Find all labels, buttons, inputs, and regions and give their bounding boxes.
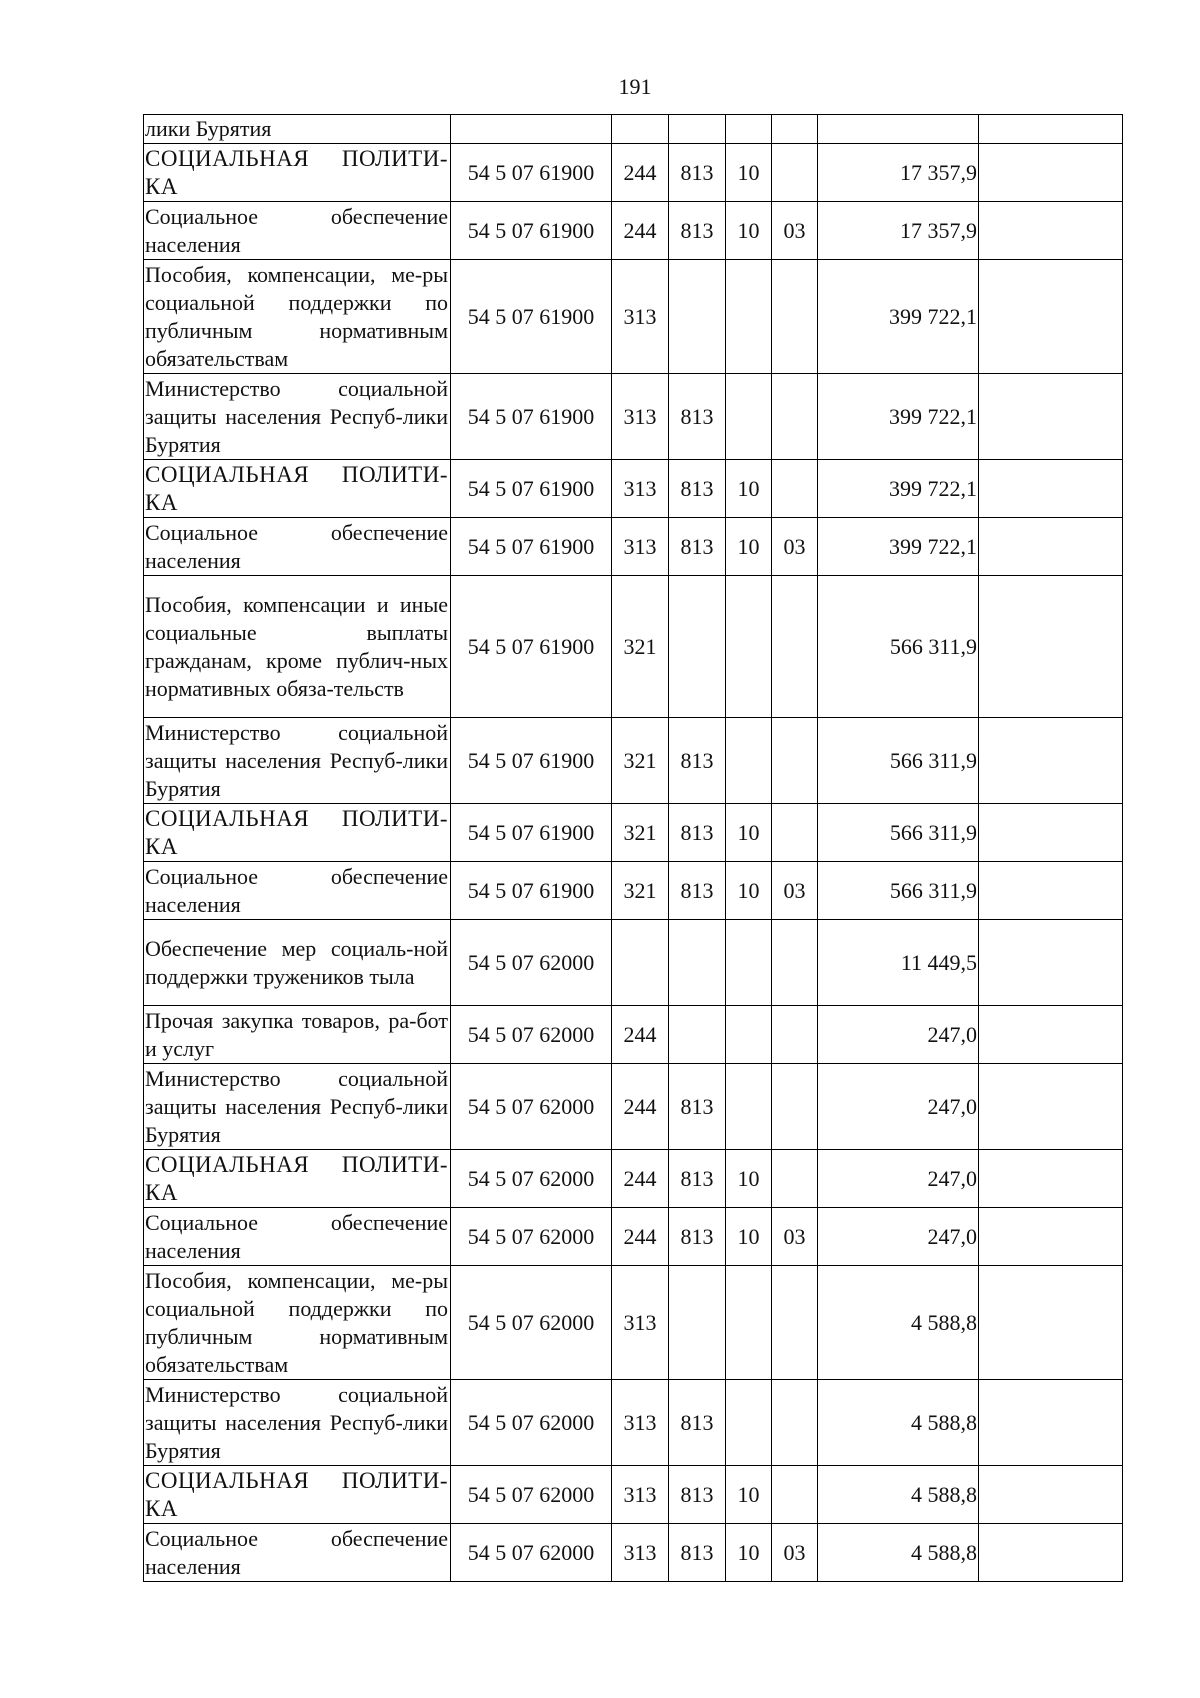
row-extra bbox=[979, 1208, 1123, 1266]
row-subsection bbox=[772, 920, 818, 1006]
row-amount: 566 311,9 bbox=[818, 576, 979, 718]
row-csr-code: 54 5 07 61900 bbox=[451, 144, 612, 202]
row-admin-code: 813 bbox=[669, 518, 726, 576]
row-extra bbox=[979, 260, 1123, 374]
table-body bbox=[144, 115, 1123, 1582]
row-expense-type: 244 bbox=[612, 1150, 669, 1208]
table-row bbox=[144, 1006, 1123, 1064]
row-admin-code: 813 bbox=[669, 1150, 726, 1208]
row-name: Министерство социальной защиты населения Респуб-лики Бурятия bbox=[144, 1064, 451, 1150]
row-amount: 17 357,9 bbox=[818, 144, 979, 202]
row-admin-code bbox=[669, 1266, 726, 1380]
row-expense-type: 313 bbox=[612, 1466, 669, 1524]
row-name: Обеспечение мер социаль-ной поддержки тружеников тыла bbox=[144, 920, 451, 1006]
row-name: Министерство социальной защиты населения Респуб-лики Бурятия bbox=[144, 374, 451, 460]
row-admin-code bbox=[669, 1006, 726, 1064]
row-subsection bbox=[772, 1150, 818, 1208]
row-subsection: 03 bbox=[772, 1524, 818, 1582]
table-row bbox=[144, 576, 1123, 718]
row-section bbox=[726, 1266, 772, 1380]
table-row bbox=[144, 1064, 1123, 1150]
row-section bbox=[726, 1006, 772, 1064]
row-amount bbox=[818, 115, 979, 144]
row-expense-type: 313 bbox=[612, 374, 669, 460]
row-subsection: 03 bbox=[772, 862, 818, 920]
row-section: 10 bbox=[726, 1524, 772, 1582]
row-name: Министерство социальной защиты населения Респуб-лики Бурятия bbox=[144, 718, 451, 804]
row-section: 10 bbox=[726, 804, 772, 862]
row-admin-code: 813 bbox=[669, 1524, 726, 1582]
row-admin-code: 813 bbox=[669, 1208, 726, 1266]
row-admin-code: 813 bbox=[669, 1064, 726, 1150]
row-expense-type bbox=[612, 920, 669, 1006]
row-amount: 566 311,9 bbox=[818, 804, 979, 862]
row-amount: 247,0 bbox=[818, 1208, 979, 1266]
row-extra bbox=[979, 1524, 1123, 1582]
row-name: СОЦИАЛЬНАЯ ПОЛИТИ-КА bbox=[144, 804, 451, 862]
row-amount: 4 588,8 bbox=[818, 1524, 979, 1582]
row-csr-code: 54 5 07 62000 bbox=[451, 1208, 612, 1266]
table-row bbox=[144, 202, 1123, 260]
row-extra bbox=[979, 115, 1123, 144]
row-csr-code: 54 5 07 61900 bbox=[451, 460, 612, 518]
table-row bbox=[144, 374, 1123, 460]
row-expense-type: 313 bbox=[612, 460, 669, 518]
row-admin-code bbox=[669, 920, 726, 1006]
row-section: 10 bbox=[726, 1208, 772, 1266]
row-extra bbox=[979, 374, 1123, 460]
row-extra bbox=[979, 576, 1123, 718]
row-expense-type: 321 bbox=[612, 718, 669, 804]
row-csr-code: 54 5 07 61900 bbox=[451, 576, 612, 718]
row-admin-code: 813 bbox=[669, 862, 726, 920]
row-csr-code: 54 5 07 61900 bbox=[451, 374, 612, 460]
row-subsection bbox=[772, 460, 818, 518]
table-row bbox=[144, 1380, 1123, 1466]
row-section bbox=[726, 1064, 772, 1150]
row-subsection bbox=[772, 1006, 818, 1064]
row-extra bbox=[979, 862, 1123, 920]
table-row bbox=[144, 718, 1123, 804]
row-extra bbox=[979, 518, 1123, 576]
row-subsection: 03 bbox=[772, 1208, 818, 1266]
row-name: Социальное обеспечение населения bbox=[144, 202, 451, 260]
table-row bbox=[144, 460, 1123, 518]
row-section: 10 bbox=[726, 518, 772, 576]
row-csr-code: 54 5 07 61900 bbox=[451, 718, 612, 804]
row-extra bbox=[979, 460, 1123, 518]
row-extra bbox=[979, 202, 1123, 260]
row-subsection bbox=[772, 260, 818, 374]
page-number: 191 bbox=[618, 74, 652, 99]
row-extra bbox=[979, 718, 1123, 804]
row-csr-code: 54 5 07 62000 bbox=[451, 1380, 612, 1466]
row-admin-code: 813 bbox=[669, 460, 726, 518]
row-name: СОЦИАЛЬНАЯ ПОЛИТИ-КА bbox=[144, 1150, 451, 1208]
row-subsection bbox=[772, 576, 818, 718]
row-section bbox=[726, 1380, 772, 1466]
row-extra bbox=[979, 1150, 1123, 1208]
row-amount: 17 357,9 bbox=[818, 202, 979, 260]
row-subsection bbox=[772, 1064, 818, 1150]
row-subsection: 03 bbox=[772, 518, 818, 576]
row-expense-type: 313 bbox=[612, 518, 669, 576]
row-section: 10 bbox=[726, 202, 772, 260]
table-row bbox=[144, 920, 1123, 1006]
row-csr-code: 54 5 07 61900 bbox=[451, 518, 612, 576]
row-extra bbox=[979, 1266, 1123, 1380]
row-extra bbox=[979, 1006, 1123, 1064]
row-section: 10 bbox=[726, 460, 772, 518]
row-csr-code: 54 5 07 61900 bbox=[451, 862, 612, 920]
row-amount: 4 588,8 bbox=[818, 1380, 979, 1466]
row-admin-code: 813 bbox=[669, 202, 726, 260]
table-row bbox=[144, 1524, 1123, 1582]
row-admin-code: 813 bbox=[669, 374, 726, 460]
row-amount: 4 588,8 bbox=[818, 1466, 979, 1524]
table-row bbox=[144, 518, 1123, 576]
row-extra bbox=[979, 920, 1123, 1006]
row-amount: 399 722,1 bbox=[818, 460, 979, 518]
row-amount: 247,0 bbox=[818, 1006, 979, 1064]
row-expense-type: 313 bbox=[612, 1266, 669, 1380]
row-subsection bbox=[772, 1466, 818, 1524]
table-row bbox=[144, 804, 1123, 862]
row-name: Пособия, компенсации, ме-ры социальной поддержки по публичным нормативным обязательствам bbox=[144, 260, 451, 374]
row-amount: 566 311,9 bbox=[818, 862, 979, 920]
row-name: СОЦИАЛЬНАЯ ПОЛИТИ-КА bbox=[144, 460, 451, 518]
row-csr-code: 54 5 07 61900 bbox=[451, 260, 612, 374]
row-section bbox=[726, 260, 772, 374]
row-section: 10 bbox=[726, 1466, 772, 1524]
row-amount: 4 588,8 bbox=[818, 1266, 979, 1380]
row-csr-code: 54 5 07 62000 bbox=[451, 1524, 612, 1582]
row-section bbox=[726, 920, 772, 1006]
row-admin-code: 813 bbox=[669, 804, 726, 862]
table-row bbox=[144, 1208, 1123, 1266]
row-name: Пособия, компенсации и иные социальные выплаты гражданам, кроме публич-ных нормативных обяза-тельств bbox=[144, 576, 451, 718]
row-name: Прочая закупка товаров, ра-бот и услуг bbox=[144, 1006, 451, 1064]
row-csr-code: 54 5 07 62000 bbox=[451, 1466, 612, 1524]
row-amount: 11 449,5 bbox=[818, 920, 979, 1006]
row-csr-code: 54 5 07 62000 bbox=[451, 1006, 612, 1064]
row-admin-code: 813 bbox=[669, 1466, 726, 1524]
row-extra bbox=[979, 804, 1123, 862]
row-admin-code: 813 bbox=[669, 144, 726, 202]
row-subsection bbox=[772, 374, 818, 460]
row-subsection bbox=[772, 1266, 818, 1380]
row-amount: 247,0 bbox=[818, 1064, 979, 1150]
row-extra bbox=[979, 144, 1123, 202]
row-admin-code: 813 bbox=[669, 718, 726, 804]
row-subsection bbox=[772, 804, 818, 862]
row-extra bbox=[979, 1064, 1123, 1150]
budget-table bbox=[143, 114, 1123, 1582]
row-name: Социальное обеспечение населения bbox=[144, 518, 451, 576]
table-row bbox=[144, 144, 1123, 202]
row-section bbox=[726, 718, 772, 804]
row-csr-code bbox=[451, 115, 612, 144]
row-name: Социальное обеспечение населения bbox=[144, 1524, 451, 1582]
row-expense-type: 244 bbox=[612, 1064, 669, 1150]
row-subsection bbox=[772, 144, 818, 202]
row-expense-type: 313 bbox=[612, 260, 669, 374]
row-name: СОЦИАЛЬНАЯ ПОЛИТИ-КА bbox=[144, 144, 451, 202]
row-name: Социальное обеспечение населения bbox=[144, 1208, 451, 1266]
row-csr-code: 54 5 07 62000 bbox=[451, 920, 612, 1006]
row-section bbox=[726, 374, 772, 460]
row-section bbox=[726, 576, 772, 718]
row-expense-type: 313 bbox=[612, 1524, 669, 1582]
row-subsection: 03 bbox=[772, 202, 818, 260]
table-row bbox=[144, 115, 1123, 144]
row-section bbox=[726, 115, 772, 144]
row-amount: 566 311,9 bbox=[818, 718, 979, 804]
table-row bbox=[144, 1266, 1123, 1380]
table-row bbox=[144, 1150, 1123, 1208]
row-csr-code: 54 5 07 62000 bbox=[451, 1150, 612, 1208]
row-amount: 399 722,1 bbox=[818, 260, 979, 374]
row-expense-type: 321 bbox=[612, 804, 669, 862]
row-csr-code: 54 5 07 62000 bbox=[451, 1266, 612, 1380]
row-section: 10 bbox=[726, 144, 772, 202]
row-expense-type: 244 bbox=[612, 202, 669, 260]
row-expense-type bbox=[612, 115, 669, 144]
row-amount: 247,0 bbox=[818, 1150, 979, 1208]
row-csr-code: 54 5 07 61900 bbox=[451, 202, 612, 260]
row-csr-code: 54 5 07 61900 bbox=[451, 804, 612, 862]
row-amount: 399 722,1 bbox=[818, 374, 979, 460]
row-name: Социальное обеспечение населения bbox=[144, 862, 451, 920]
row-expense-type: 244 bbox=[612, 1006, 669, 1064]
row-expense-type: 313 bbox=[612, 1380, 669, 1466]
row-expense-type: 321 bbox=[612, 862, 669, 920]
row-name: СОЦИАЛЬНАЯ ПОЛИТИ-КА bbox=[144, 1466, 451, 1524]
row-extra bbox=[979, 1466, 1123, 1524]
row-name: Министерство социальной защиты населения Респуб-лики Бурятия bbox=[144, 1380, 451, 1466]
row-expense-type: 321 bbox=[612, 576, 669, 718]
table-row bbox=[144, 862, 1123, 920]
row-name: лики Бурятия bbox=[144, 115, 451, 144]
row-section: 10 bbox=[726, 862, 772, 920]
row-csr-code: 54 5 07 62000 bbox=[451, 1064, 612, 1150]
row-section: 10 bbox=[726, 1150, 772, 1208]
row-admin-code bbox=[669, 576, 726, 718]
row-subsection bbox=[772, 115, 818, 144]
row-expense-type: 244 bbox=[612, 1208, 669, 1266]
row-admin-code bbox=[669, 260, 726, 374]
row-admin-code: 813 bbox=[669, 1380, 726, 1466]
row-name: Пособия, компенсации, ме-ры социальной поддержки по публичным нормативным обязательствам bbox=[144, 1266, 451, 1380]
row-expense-type: 244 bbox=[612, 144, 669, 202]
table-row bbox=[144, 260, 1123, 374]
row-admin-code bbox=[669, 115, 726, 144]
row-amount: 399 722,1 bbox=[818, 518, 979, 576]
row-extra bbox=[979, 1380, 1123, 1466]
row-subsection bbox=[772, 718, 818, 804]
row-subsection bbox=[772, 1380, 818, 1466]
table-row bbox=[144, 1466, 1123, 1524]
